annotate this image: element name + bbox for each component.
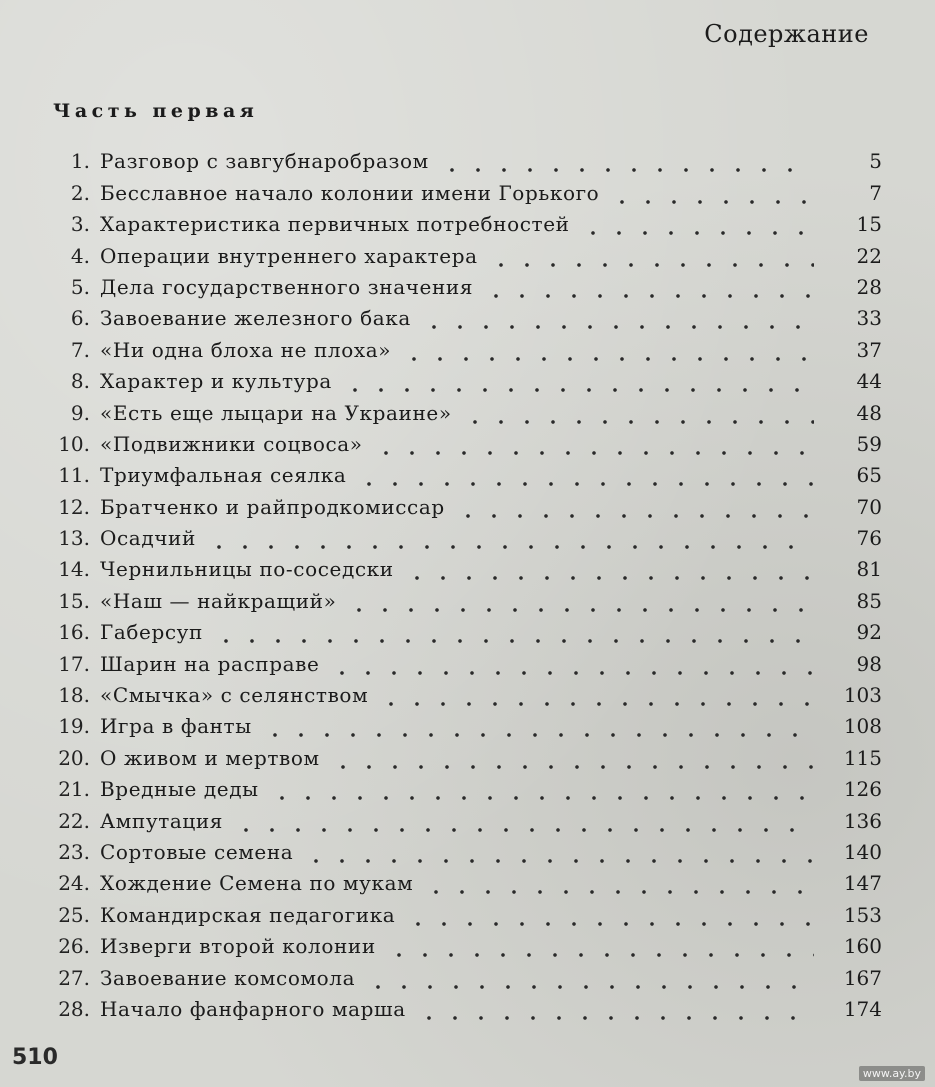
- toc-entry-number: 15.: [58, 588, 90, 613]
- toc-entry: [40, 174, 882, 205]
- dot-leader: [405, 902, 814, 928]
- dot-leader: [404, 556, 814, 582]
- toc-entry-title: Командирская педагогика: [100, 902, 396, 927]
- toc-entry-title: «Смычка» с селянством: [100, 683, 369, 708]
- toc-entry: [40, 708, 882, 739]
- toc-entry-page: 70: [856, 494, 882, 519]
- dot-leader: [206, 525, 814, 551]
- toc-entry: [40, 991, 882, 1022]
- toc-entry-title: «Подвижники соцвоса»: [100, 431, 363, 456]
- toc-entry-title: О живом и мертвом: [100, 745, 320, 770]
- toc-entry-page: 136: [843, 808, 882, 833]
- toc-entry-number: 21.: [58, 777, 90, 802]
- toc-entry: [40, 331, 882, 362]
- toc-entry-number: 8.: [70, 369, 90, 394]
- toc-entry-title: Ампутация: [100, 808, 223, 833]
- page-number: 510: [12, 1045, 58, 1070]
- toc-entry-title: Начало фанфарного марша: [100, 996, 406, 1021]
- toc-entry-page: 44: [856, 369, 882, 394]
- dot-leader: [303, 839, 814, 865]
- toc-entry: [40, 394, 882, 425]
- toc-entry-page: 33: [856, 306, 882, 331]
- toc-entry-number: 24.: [58, 871, 90, 896]
- toc-entry-title: Осадчий: [100, 526, 196, 551]
- toc-entry-page: 37: [856, 337, 882, 362]
- toc-entry: [40, 206, 882, 237]
- toc-entry-title: Триумфальная сеялка: [100, 463, 347, 488]
- toc-entry-page: 85: [856, 588, 882, 613]
- toc-entry: [40, 237, 882, 268]
- toc-entry-number: 14.: [58, 557, 90, 582]
- toc-entry: [40, 551, 882, 582]
- dot-leader: [462, 400, 814, 426]
- toc-entry-page: 103: [843, 683, 882, 708]
- toc-entry-number: 26.: [58, 934, 90, 959]
- toc-entry: [40, 928, 882, 959]
- toc-entry-number: 5.: [70, 274, 90, 299]
- toc-entry-title: Разговор с завгубнаробразом: [100, 149, 429, 174]
- toc-entry-page: 167: [843, 965, 882, 990]
- toc-entry: [40, 300, 882, 331]
- toc-entry-page: 98: [856, 651, 882, 676]
- toc-entry-page: 147: [843, 871, 882, 896]
- toc-entry-page: 7: [869, 180, 882, 205]
- toc-entry-number: 27.: [58, 965, 90, 990]
- toc-entry: [40, 488, 882, 519]
- dot-leader: [455, 494, 814, 520]
- toc-entry-number: 28.: [58, 996, 90, 1021]
- toc-entry-number: 17.: [58, 651, 90, 676]
- toc-entry-number: 12.: [58, 494, 90, 519]
- dot-leader: [346, 588, 814, 614]
- toc-entry-title: Хождение Семена по мукам: [100, 871, 414, 896]
- toc-entry-page: 5: [869, 149, 882, 174]
- toc-entry-number: 1.: [70, 149, 90, 174]
- dot-leader: [416, 996, 814, 1022]
- toc-entry-page: 108: [843, 714, 882, 739]
- watermark: www.ay.by: [859, 1066, 925, 1081]
- toc-entry-title: Изверги второй колонии: [100, 934, 376, 959]
- toc-entry-page: 81: [856, 557, 882, 582]
- toc-entry-title: «Есть еще лыцари на Украине»: [100, 400, 452, 425]
- part-title: Часть первая: [53, 100, 259, 122]
- toc-entry: [40, 802, 882, 833]
- toc-entry: [40, 614, 882, 645]
- toc-entry: [40, 677, 882, 708]
- toc-entry-title: Игра в фанты: [100, 714, 252, 739]
- toc-entry-page: 174: [843, 996, 882, 1021]
- toc-entry: [40, 363, 882, 394]
- toc-entry-title: Характеристика первичных потребностей: [100, 212, 570, 237]
- table-of-contents: [40, 143, 882, 1022]
- toc-entry-title: «Ни одна блоха не плоха»: [100, 337, 392, 362]
- toc-entry: [40, 143, 882, 174]
- dot-leader: [329, 651, 814, 677]
- toc-entry-number: 25.: [58, 902, 90, 927]
- toc-entry: [40, 739, 882, 770]
- dot-leader: [373, 431, 814, 457]
- toc-entry-title: Характер и культура: [100, 369, 332, 394]
- dot-leader: [356, 462, 814, 488]
- toc-entry-page: 28: [856, 274, 882, 299]
- toc-entry: [40, 896, 882, 927]
- dot-leader: [330, 745, 814, 771]
- toc-entry-number: 4.: [70, 243, 90, 268]
- toc-entry-title: Шарин на расправе: [100, 651, 320, 676]
- dot-leader: [401, 337, 814, 363]
- toc-entry-title: Операции внутреннего характера: [100, 243, 478, 268]
- dot-leader: [365, 965, 814, 991]
- toc-entry-page: 22: [856, 243, 882, 268]
- toc-entry-title: Завоевание комсомола: [100, 965, 356, 990]
- dot-leader: [421, 305, 814, 331]
- toc-entry-title: Бесславное начало колонии имени Горького: [100, 180, 600, 205]
- toc-entry-number: 10.: [58, 431, 90, 456]
- toc-entry-number: 19.: [58, 714, 90, 739]
- toc-entry-number: 11.: [58, 463, 90, 488]
- toc-entry: [40, 457, 882, 488]
- toc-entry-page: 140: [843, 839, 882, 864]
- toc-entry-page: 160: [843, 934, 882, 959]
- toc-entry: [40, 959, 882, 990]
- dot-leader: [269, 776, 814, 802]
- toc-entry-title: «Наш — найкращий»: [100, 588, 337, 613]
- dot-leader: [378, 682, 814, 708]
- toc-entry-page: 15: [856, 212, 882, 237]
- toc-entry-number: 23.: [58, 839, 90, 864]
- toc-entry-number: 13.: [58, 526, 90, 551]
- toc-entry: [40, 771, 882, 802]
- toc-entry: [40, 645, 882, 676]
- toc-entry: [40, 426, 882, 457]
- toc-entry: [40, 520, 882, 551]
- dot-leader: [342, 368, 814, 394]
- toc-entry-number: 18.: [58, 683, 90, 708]
- dot-leader: [386, 933, 814, 959]
- page-heading: Содержание: [704, 20, 869, 48]
- dot-leader: [580, 211, 814, 237]
- toc-entry-page: 59: [856, 431, 882, 456]
- toc-entry-number: 20.: [58, 745, 90, 770]
- dot-leader: [439, 148, 814, 174]
- toc-entry-page: 126: [843, 777, 882, 802]
- toc-entry-page: 65: [856, 463, 882, 488]
- toc-entry-page: 115: [843, 745, 882, 770]
- toc-entry-page: 48: [856, 400, 882, 425]
- toc-entry-title: Сортовые семена: [100, 839, 294, 864]
- toc-entry-number: 16.: [58, 620, 90, 645]
- toc-entry-title: Завоевание железного бака: [100, 306, 411, 331]
- toc-entry-number: 2.: [70, 180, 90, 205]
- toc-entry: [40, 865, 882, 896]
- toc-entry-page: 153: [843, 902, 882, 927]
- toc-entry-number: 9.: [70, 400, 90, 425]
- toc-entry-title: Вредные деды: [100, 777, 259, 802]
- dot-leader: [423, 870, 814, 896]
- toc-entry-number: 6.: [70, 306, 90, 331]
- toc-entry-title: Габерсуп: [100, 620, 203, 645]
- toc-entry: [40, 834, 882, 865]
- toc-entry-number: 3.: [70, 212, 90, 237]
- dot-leader: [262, 713, 814, 739]
- dot-leader: [213, 619, 814, 645]
- toc-entry-page: 92: [856, 620, 882, 645]
- toc-entry-title: Дела государственного значения: [100, 274, 474, 299]
- toc-entry-number: 7.: [70, 337, 90, 362]
- dot-leader: [488, 243, 814, 269]
- dot-leader: [609, 180, 814, 206]
- toc-entry-title: Чернильницы по-соседски: [100, 557, 394, 582]
- toc-entry: [40, 269, 882, 300]
- dot-leader: [483, 274, 814, 300]
- toc-entry-title: Братченко и райпродкомиссар: [100, 494, 445, 519]
- toc-entry-page: 76: [856, 526, 882, 551]
- toc-entry: [40, 582, 882, 613]
- toc-entry-number: 22.: [58, 808, 90, 833]
- dot-leader: [233, 808, 814, 834]
